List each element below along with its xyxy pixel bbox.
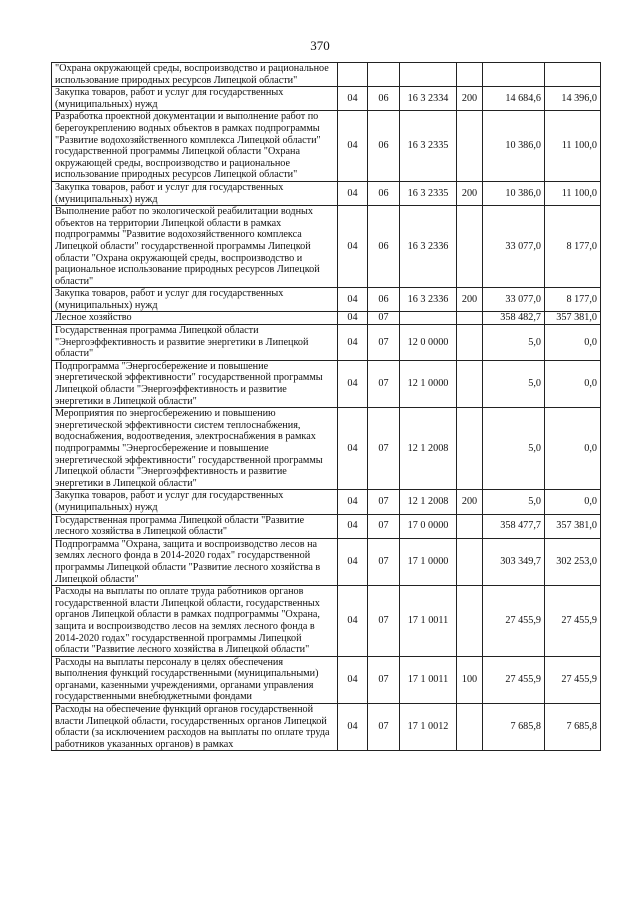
expense-type-cell: 200 [457, 490, 483, 514]
target-article-cell: 16 3 2335 [400, 181, 457, 205]
table-row [52, 704, 601, 751]
amount-second-year-cell: 0,0 [545, 360, 601, 407]
expense-type-cell [457, 586, 483, 657]
budget-table [51, 62, 601, 751]
subsection-code-cell: 07 [368, 408, 400, 490]
row-name-cell: Разработка проектной документации и выполнение работ по берегоукреплению водных объектов в рамках подпрограммы "Развитие водохозяйственного комплекса Липецкой области" государственной программы Липецкой области "Охрана окружающей среды, воспроизводство и рациональное использование природных ресурсов Липецкой области" [52, 111, 338, 182]
subsection-code-cell: 06 [368, 288, 400, 312]
page-number: 370 [310, 38, 330, 53]
subsection-code-cell: 07 [368, 538, 400, 585]
subsection-code-cell: 07 [368, 514, 400, 538]
target-article-cell: 17 1 0000 [400, 538, 457, 585]
section-code-cell: 04 [338, 87, 368, 111]
row-name-cell: Закупка товаров, работ и услуг для государственных (муниципальных) нужд [52, 87, 338, 111]
table-row [52, 325, 601, 361]
expense-type-cell: 100 [457, 656, 483, 703]
expense-type-cell [457, 514, 483, 538]
budget-table-body [52, 63, 601, 751]
amount-second-year-cell: 27 455,9 [545, 656, 601, 703]
section-code-cell: 04 [338, 325, 368, 361]
subsection-code-cell: 07 [368, 586, 400, 657]
target-article-cell: 12 1 2008 [400, 490, 457, 514]
section-code-cell: 04 [338, 514, 368, 538]
subsection-code-cell [368, 63, 400, 87]
amount-first-year-cell: 5,0 [483, 408, 545, 490]
target-article-cell: 16 3 2334 [400, 87, 457, 111]
amount-second-year-cell: 11 100,0 [545, 181, 601, 205]
section-code-cell: 04 [338, 312, 368, 325]
section-code-cell [338, 63, 368, 87]
target-article-cell: 12 0 0000 [400, 325, 457, 361]
row-name-cell: "Охрана окружающей среды, воспроизводство и рациональное использование природных ресурсов Липецкой области" [52, 63, 338, 87]
subsection-code-cell: 06 [368, 206, 400, 288]
table-row [52, 586, 601, 657]
expense-type-cell [457, 325, 483, 361]
subsection-code-cell: 07 [368, 312, 400, 325]
amount-second-year-cell: 357 381,0 [545, 312, 601, 325]
amount-second-year-cell: 11 100,0 [545, 111, 601, 182]
table-row [52, 490, 601, 514]
amount-second-year-cell: 27 455,9 [545, 586, 601, 657]
amount-first-year-cell [483, 63, 545, 87]
amount-second-year-cell [545, 63, 601, 87]
section-code-cell: 04 [338, 586, 368, 657]
subsection-code-cell: 06 [368, 111, 400, 182]
row-name-cell: Закупка товаров, работ и услуг для государственных (муниципальных) нужд [52, 490, 338, 514]
amount-first-year-cell: 7 685,8 [483, 704, 545, 751]
expense-type-cell [457, 206, 483, 288]
amount-first-year-cell: 33 077,0 [483, 206, 545, 288]
row-name-cell: Лесное хозяйство [52, 312, 338, 325]
section-code-cell: 04 [338, 408, 368, 490]
subsection-code-cell: 06 [368, 181, 400, 205]
table-row [52, 87, 601, 111]
section-code-cell: 04 [338, 111, 368, 182]
table-row [52, 111, 601, 182]
amount-second-year-cell: 7 685,8 [545, 704, 601, 751]
target-article-cell [400, 312, 457, 325]
table-row [52, 656, 601, 703]
subsection-code-cell: 06 [368, 87, 400, 111]
target-article-cell: 17 1 0011 [400, 586, 457, 657]
section-code-cell: 04 [338, 538, 368, 585]
target-article-cell: 17 0 0000 [400, 514, 457, 538]
amount-first-year-cell: 303 349,7 [483, 538, 545, 585]
amount-first-year-cell: 27 455,9 [483, 586, 545, 657]
target-article-cell: 17 1 0011 [400, 656, 457, 703]
target-article-cell: 16 3 2336 [400, 206, 457, 288]
table-row [52, 63, 601, 87]
row-name-cell: Закупка товаров, работ и услуг для государственных (муниципальных) нужд [52, 181, 338, 205]
section-code-cell: 04 [338, 360, 368, 407]
amount-second-year-cell: 14 396,0 [545, 87, 601, 111]
amount-first-year-cell: 5,0 [483, 490, 545, 514]
subsection-code-cell: 07 [368, 656, 400, 703]
table-row [52, 360, 601, 407]
subsection-code-cell: 07 [368, 490, 400, 514]
table-row [52, 206, 601, 288]
section-code-cell: 04 [338, 490, 368, 514]
expense-type-cell [457, 111, 483, 182]
expense-type-cell [457, 312, 483, 325]
table-row [52, 514, 601, 538]
subsection-code-cell: 07 [368, 360, 400, 407]
amount-second-year-cell: 302 253,0 [545, 538, 601, 585]
row-name-cell: Государственная программа Липецкой области "Развитие лесного хозяйства в Липецкой области" [52, 514, 338, 538]
row-name-cell: Подпрограмма "Энергосбережение и повышение энергетической эффективности" государственной программы Липецкой области "Энергоэффективность и развитие энергетики в Липецкой области" [52, 360, 338, 407]
expense-type-cell: 200 [457, 288, 483, 312]
expense-type-cell [457, 538, 483, 585]
amount-first-year-cell: 14 684,6 [483, 87, 545, 111]
target-article-cell: 17 1 0012 [400, 704, 457, 751]
table-row [52, 408, 601, 490]
expense-type-cell [457, 360, 483, 407]
amount-first-year-cell: 27 455,9 [483, 656, 545, 703]
row-name-cell: Подпрограмма "Охрана, защита и воспроизводство лесов на землях лесного фонда в 2014-2020 годах" государственной программы Липецкой области "Развитие лесного хозяйства в Липецкой области" [52, 538, 338, 585]
amount-first-year-cell: 10 386,0 [483, 111, 545, 182]
row-name-cell: Расходы на выплаты по оплате труда работников органов государственной власти Липецкой области, государственных органов Липецкой области в рамках подпрограммы "Охрана, защита и воспроизводство лесов на землях лесного фонда в 2014-2020 годах" государственной программы Липецкой области "Развитие лесного хозяйства в Липецкой области" [52, 586, 338, 657]
expense-type-cell [457, 63, 483, 87]
row-name-cell: Мероприятия по энергосбережению и повышению энергетической эффективности систем теплоснабжения, водоснабжения, водоотведения, электроснабжения в рамках подпрограммы "Энергосбережение и повышение энергетической эффективности" государственной программы Липецкой области "Энергоэффективность и развитие энергетики в Липецкой области" [52, 408, 338, 490]
section-code-cell: 04 [338, 656, 368, 703]
row-name-cell: Выполнение работ по экологической реабилитации водных объектов на территории Липецкой области в рамках подпрограммы "Развитие водохозяйственного комплекса Липецкой области" государственной программы Липецкой области "Охрана окружающей среды, воспроизводство и рациональное использование природных ресурсов Липецкой области" [52, 206, 338, 288]
amount-second-year-cell: 8 177,0 [545, 206, 601, 288]
amount-second-year-cell: 357 381,0 [545, 514, 601, 538]
subsection-code-cell: 07 [368, 704, 400, 751]
target-article-cell [400, 63, 457, 87]
target-article-cell: 16 3 2336 [400, 288, 457, 312]
amount-second-year-cell: 0,0 [545, 490, 601, 514]
subsection-code-cell: 07 [368, 325, 400, 361]
table-row [52, 288, 601, 312]
amount-first-year-cell: 10 386,0 [483, 181, 545, 205]
amount-second-year-cell: 8 177,0 [545, 288, 601, 312]
amount-second-year-cell: 0,0 [545, 325, 601, 361]
amount-first-year-cell: 33 077,0 [483, 288, 545, 312]
row-name-cell: Государственная программа Липецкой области "Энергоэффективность и развитие энергетики в Липецкой области" [52, 325, 338, 361]
row-name-cell: Закупка товаров, работ и услуг для государственных (муниципальных) нужд [52, 288, 338, 312]
target-article-cell: 16 3 2335 [400, 111, 457, 182]
section-code-cell: 04 [338, 206, 368, 288]
table-row [52, 181, 601, 205]
section-code-cell: 04 [338, 704, 368, 751]
expense-type-cell: 200 [457, 87, 483, 111]
target-article-cell: 12 1 0000 [400, 360, 457, 407]
amount-second-year-cell: 0,0 [545, 408, 601, 490]
section-code-cell: 04 [338, 181, 368, 205]
expense-type-cell [457, 704, 483, 751]
amount-first-year-cell: 5,0 [483, 325, 545, 361]
amount-first-year-cell: 358 477,7 [483, 514, 545, 538]
amount-first-year-cell: 358 482,7 [483, 312, 545, 325]
row-name-cell: Расходы на обеспечение функций органов государственной власти Липецкой области, государственных органов Липецкой области (за исключением расходов на выплаты по оплате труда работников указанных органов) в рамках [52, 704, 338, 751]
target-article-cell: 12 1 2008 [400, 408, 457, 490]
amount-first-year-cell: 5,0 [483, 360, 545, 407]
section-code-cell: 04 [338, 288, 368, 312]
table-row [52, 312, 601, 325]
table-row [52, 538, 601, 585]
expense-type-cell [457, 408, 483, 490]
row-name-cell: Расходы на выплаты персоналу в целях обеспечения выполнения функций государственными (муниципальными) органами, казенными учреждениями, органами управления государственными внебюджетными фондами [52, 656, 338, 703]
expense-type-cell: 200 [457, 181, 483, 205]
